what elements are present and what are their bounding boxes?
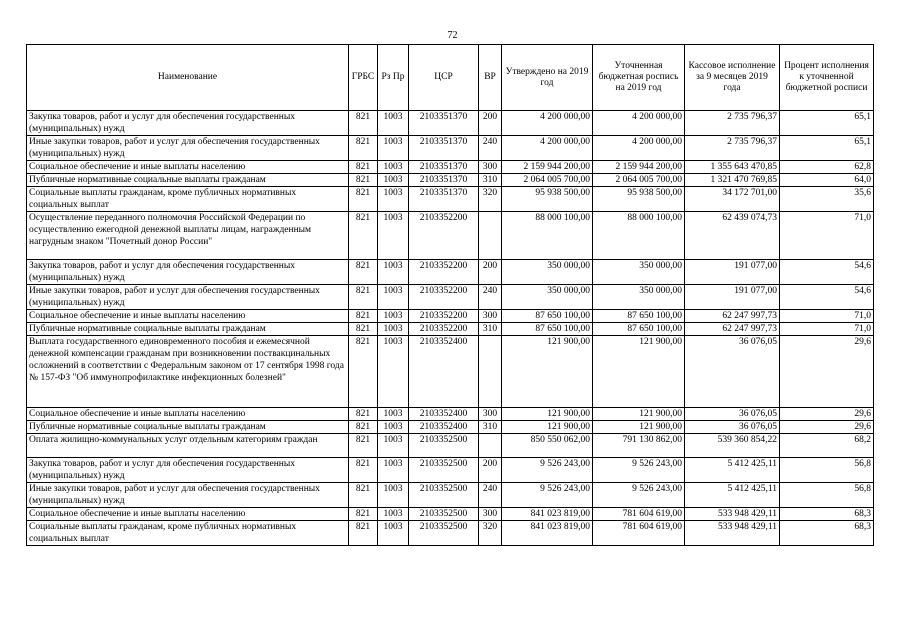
cell-refined: 4 200 000,00 [593, 136, 685, 161]
cell-name: Социальное обеспечение и иные выплаты населению [27, 161, 349, 174]
cell-csr: 2103352500 [409, 521, 479, 546]
cell-name: Иные закупки товаров, работ и услуг для обеспечения государственных (муниципальных) нужд [27, 285, 349, 310]
cell-rzpr: 1003 [378, 310, 409, 323]
cell-name: Социальные выплаты гражданам, кроме публичных нормативных социальных выплат [27, 521, 349, 546]
cell-grbs: 821 [349, 174, 378, 187]
table-row [27, 458, 874, 483]
cell-approved: 850 550 062,00 [502, 434, 593, 458]
cell-vr: 200 [479, 458, 502, 483]
table-row [27, 323, 874, 336]
cell-csr: 2103352500 [409, 508, 479, 521]
cell-vr: 310 [479, 421, 502, 434]
table-row [27, 285, 874, 310]
cell-name: Социальное обеспечение и иные выплаты населению [27, 508, 349, 521]
cell-cash: 533 948 429,11 [685, 521, 780, 546]
cell-refined: 121 900,00 [593, 421, 685, 434]
cell-refined: 121 900,00 [593, 336, 685, 408]
cell-vr: 200 [479, 260, 502, 285]
cell-cash: 62 247 997,73 [685, 323, 780, 336]
cell-cash: 533 948 429,11 [685, 508, 780, 521]
cell-refined: 350 000,00 [593, 260, 685, 285]
cell-name: Социальное обеспечение и иные выплаты населению [27, 408, 349, 421]
table-row [27, 187, 874, 212]
cell-refined: 781 604 619,00 [593, 508, 685, 521]
cell-grbs: 821 [349, 310, 378, 323]
cell-vr: 200 [479, 111, 502, 136]
header-vr: ВР [479, 45, 502, 111]
cell-vr: 300 [479, 310, 502, 323]
cell-grbs: 821 [349, 136, 378, 161]
cell-percent: 54,6 [780, 260, 874, 285]
cell-grbs: 821 [349, 161, 378, 174]
cell-approved: 88 000 100,00 [502, 212, 593, 260]
cell-refined: 9 526 243,00 [593, 483, 685, 508]
cell-percent: 64,0 [780, 174, 874, 187]
cell-vr [479, 434, 502, 458]
cell-percent: 68,2 [780, 434, 874, 458]
cell-rzpr: 1003 [378, 260, 409, 285]
cell-percent: 62,8 [780, 161, 874, 174]
cell-approved: 87 650 100,00 [502, 310, 593, 323]
cell-rzpr: 1003 [378, 521, 409, 546]
cell-percent: 71,0 [780, 323, 874, 336]
cell-vr: 310 [479, 174, 502, 187]
cell-approved: 2 064 005 700,00 [502, 174, 593, 187]
cell-approved: 841 023 819,00 [502, 508, 593, 521]
cell-csr: 2103352500 [409, 434, 479, 458]
cell-percent: 54,6 [780, 285, 874, 310]
table-row [27, 174, 874, 187]
header-csr: ЦСР [409, 45, 479, 111]
cell-csr: 2103352200 [409, 310, 479, 323]
cell-cash: 539 360 854,22 [685, 434, 780, 458]
cell-cash: 36 076,05 [685, 408, 780, 421]
cell-vr: 240 [479, 136, 502, 161]
cell-name: Закупка товаров, работ и услуг для обеспечения государственных (муниципальных) нужд [27, 458, 349, 483]
header-approved: Утверждено на 2019 год [502, 45, 593, 111]
cell-name: Социальные выплаты гражданам, кроме публичных нормативных социальных выплат [27, 187, 349, 212]
table-row [27, 408, 874, 421]
cell-grbs: 821 [349, 434, 378, 458]
cell-name: Публичные нормативные социальные выплаты гражданам [27, 174, 349, 187]
cell-name: Публичные нормативные социальные выплаты гражданам [27, 421, 349, 434]
cell-refined: 2 159 944 200,00 [593, 161, 685, 174]
header-refined: Уточненная бюджетная роспись на 2019 год [593, 45, 685, 111]
table-row [27, 212, 874, 260]
cell-name: Закупка товаров, работ и услуг для обеспечения государственных (муниципальных) нужд [27, 260, 349, 285]
cell-rzpr: 1003 [378, 174, 409, 187]
cell-rzpr: 1003 [378, 136, 409, 161]
cell-grbs: 821 [349, 323, 378, 336]
table-row [27, 434, 874, 458]
cell-percent: 68,3 [780, 508, 874, 521]
cell-name: Иные закупки товаров, работ и услуг для обеспечения государственных (муниципальных) нужд [27, 136, 349, 161]
cell-percent: 65,1 [780, 111, 874, 136]
cell-rzpr: 1003 [378, 111, 409, 136]
cell-percent: 29,6 [780, 408, 874, 421]
table-row [27, 483, 874, 508]
cell-percent: 29,6 [780, 336, 874, 408]
header-grbs: ГРБС [349, 45, 378, 111]
header-cash: Кассовое исполнение за 9 месяцев 2019 года [685, 45, 780, 111]
cell-csr: 2103352500 [409, 458, 479, 483]
cell-csr: 2103351370 [409, 136, 479, 161]
cell-csr: 2103351370 [409, 187, 479, 212]
cell-refined: 88 000 100,00 [593, 212, 685, 260]
cell-grbs: 821 [349, 285, 378, 310]
cell-rzpr: 1003 [378, 212, 409, 260]
cell-approved: 350 000,00 [502, 260, 593, 285]
cell-grbs: 821 [349, 260, 378, 285]
cell-approved: 2 159 944 200,00 [502, 161, 593, 174]
cell-approved: 121 900,00 [502, 421, 593, 434]
cell-grbs: 821 [349, 187, 378, 212]
cell-cash: 1 355 643 470,85 [685, 161, 780, 174]
cell-rzpr: 1003 [378, 187, 409, 212]
cell-refined: 4 200 000,00 [593, 111, 685, 136]
cell-rzpr: 1003 [378, 508, 409, 521]
cell-grbs: 821 [349, 408, 378, 421]
cell-grbs: 821 [349, 336, 378, 408]
cell-rzpr: 1003 [378, 434, 409, 458]
cell-percent: 68,3 [780, 521, 874, 546]
cell-refined: 121 900,00 [593, 408, 685, 421]
cell-approved: 121 900,00 [502, 408, 593, 421]
cell-cash: 36 076,05 [685, 421, 780, 434]
cell-approved: 841 023 819,00 [502, 521, 593, 546]
cell-percent: 56,8 [780, 458, 874, 483]
cell-rzpr: 1003 [378, 408, 409, 421]
cell-rzpr: 1003 [378, 421, 409, 434]
cell-vr: 300 [479, 508, 502, 521]
cell-grbs: 821 [349, 521, 378, 546]
table-row [27, 508, 874, 521]
header-percent: Процент исполнения к уточненной бюджетной росписи [780, 45, 874, 111]
cell-name: Публичные нормативные социальные выплаты гражданам [27, 323, 349, 336]
cell-grbs: 821 [349, 483, 378, 508]
cell-rzpr: 1003 [378, 483, 409, 508]
cell-approved: 350 000,00 [502, 285, 593, 310]
header-name: Наименование [27, 45, 349, 111]
cell-rzpr: 1003 [378, 285, 409, 310]
cell-rzpr: 1003 [378, 458, 409, 483]
cell-cash: 62 247 997,73 [685, 310, 780, 323]
cell-csr: 2103351370 [409, 161, 479, 174]
cell-name: Иные закупки товаров, работ и услуг для обеспечения государственных (муниципальных) нужд [27, 483, 349, 508]
cell-name: Выплата государственного единовременного пособия и ежемесячной денежной компенсации гражданам при возникновении поствакцинальных осложнений в соответствии с Федеральным законом от 17 сентября 1998 года № 157-ФЗ "Об иммунопрофилактике инфекционных болезней" [27, 336, 349, 408]
cell-cash: 62 439 074,73 [685, 212, 780, 260]
cell-rzpr: 1003 [378, 323, 409, 336]
budget-table [26, 44, 874, 546]
cell-grbs: 821 [349, 508, 378, 521]
cell-percent: 65,1 [780, 136, 874, 161]
cell-cash: 2 735 796,37 [685, 136, 780, 161]
cell-cash: 34 172 701,00 [685, 187, 780, 212]
cell-grbs: 821 [349, 421, 378, 434]
cell-percent: 71,0 [780, 310, 874, 323]
cell-csr: 2103352200 [409, 260, 479, 285]
table-row [27, 136, 874, 161]
cell-approved: 87 650 100,00 [502, 323, 593, 336]
table-row [27, 161, 874, 174]
cell-csr: 2103352400 [409, 408, 479, 421]
cell-approved: 4 200 000,00 [502, 136, 593, 161]
cell-cash: 5 412 425,11 [685, 483, 780, 508]
cell-cash: 191 077,00 [685, 260, 780, 285]
cell-refined: 87 650 100,00 [593, 323, 685, 336]
cell-name: Осуществление переданного полномочия Российской Федерации по осуществлению ежегодной денежной выплаты лицам, награжденным нагрудным знаком "Почетный донор России" [27, 212, 349, 260]
cell-csr: 2103351370 [409, 174, 479, 187]
cell-cash: 36 076,05 [685, 336, 780, 408]
cell-vr [479, 212, 502, 260]
cell-cash: 5 412 425,11 [685, 458, 780, 483]
header-rzpr: Рз Пр [378, 45, 409, 111]
table-row [27, 310, 874, 323]
table-row [27, 421, 874, 434]
table-header-row [27, 45, 874, 111]
cell-refined: 9 526 243,00 [593, 458, 685, 483]
cell-vr: 300 [479, 161, 502, 174]
cell-refined: 95 938 500,00 [593, 187, 685, 212]
cell-percent: 29,6 [780, 421, 874, 434]
cell-vr: 240 [479, 285, 502, 310]
table-row [27, 260, 874, 285]
cell-vr [479, 336, 502, 408]
cell-vr: 320 [479, 187, 502, 212]
cell-grbs: 821 [349, 212, 378, 260]
page-number: 72 [447, 30, 458, 41]
cell-vr: 300 [479, 408, 502, 421]
cell-csr: 2103352400 [409, 421, 479, 434]
cell-approved: 9 526 243,00 [502, 483, 593, 508]
cell-grbs: 821 [349, 111, 378, 136]
table-row [27, 111, 874, 136]
cell-cash: 1 321 470 769,85 [685, 174, 780, 187]
cell-refined: 781 604 619,00 [593, 521, 685, 546]
cell-cash: 191 077,00 [685, 285, 780, 310]
cell-refined: 87 650 100,00 [593, 310, 685, 323]
cell-cash: 2 735 796,37 [685, 111, 780, 136]
cell-name: Закупка товаров, работ и услуг для обеспечения государственных (муниципальных) нужд [27, 111, 349, 136]
table-row [27, 521, 874, 546]
cell-percent: 35,6 [780, 187, 874, 212]
cell-csr: 2103352200 [409, 285, 479, 310]
cell-percent: 71,0 [780, 212, 874, 260]
cell-name: Оплата жилищно-коммунальных услуг отдельным категориям граждан [27, 434, 349, 458]
cell-refined: 350 000,00 [593, 285, 685, 310]
cell-name: Социальное обеспечение и иные выплаты населению [27, 310, 349, 323]
cell-rzpr: 1003 [378, 161, 409, 174]
cell-rzpr: 1003 [378, 336, 409, 408]
cell-csr: 2103352200 [409, 323, 479, 336]
cell-approved: 9 526 243,00 [502, 458, 593, 483]
cell-vr: 310 [479, 323, 502, 336]
cell-vr: 240 [479, 483, 502, 508]
cell-grbs: 821 [349, 458, 378, 483]
cell-refined: 2 064 005 700,00 [593, 174, 685, 187]
cell-approved: 4 200 000,00 [502, 111, 593, 136]
cell-approved: 95 938 500,00 [502, 187, 593, 212]
cell-approved: 121 900,00 [502, 336, 593, 408]
cell-csr: 2103351370 [409, 111, 479, 136]
cell-csr: 2103352200 [409, 212, 479, 260]
cell-vr: 320 [479, 521, 502, 546]
cell-refined: 791 130 862,00 [593, 434, 685, 458]
cell-csr: 2103352500 [409, 483, 479, 508]
cell-csr: 2103352400 [409, 336, 479, 408]
table-row [27, 336, 874, 408]
cell-percent: 56,8 [780, 483, 874, 508]
